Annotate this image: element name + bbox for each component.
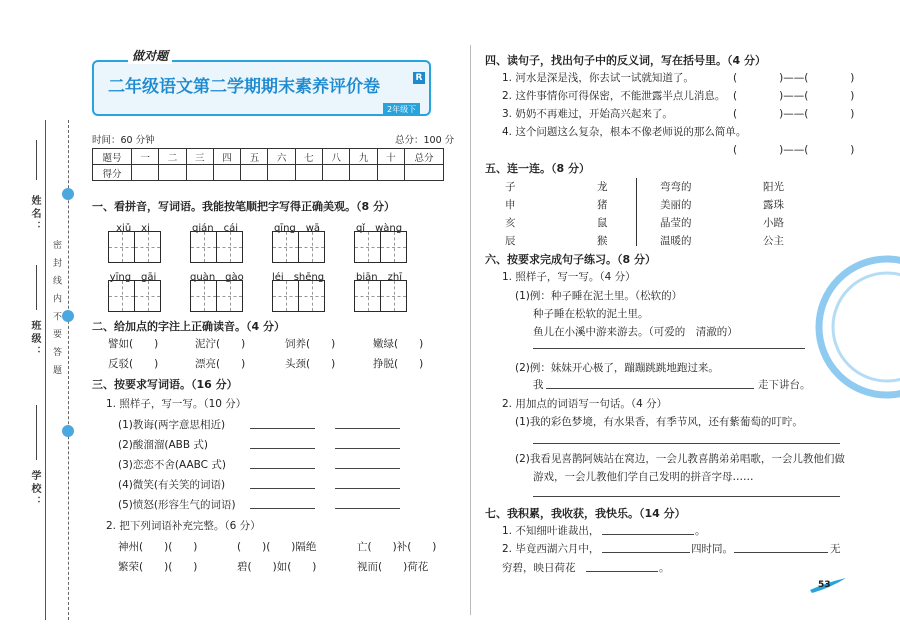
word-item: (3)恋恋不舍(AABC 式) [118, 459, 226, 471]
example-answer: 种子睡在松软的泥土里。 [533, 308, 649, 320]
idiom-fill[interactable]: 碧( )如( ) [237, 561, 317, 573]
section-6-q1: 1. 照样子，写一写。（4 分） [502, 271, 636, 283]
score-header-cell: 二 [159, 149, 186, 165]
poem-line: 无 [830, 543, 841, 555]
section-5-title: 五、连一连。（8 分） [485, 162, 590, 175]
answer-blank[interactable] [602, 534, 694, 535]
writing-grid[interactable] [108, 280, 161, 312]
score-header-cell: 十 [377, 149, 404, 165]
score-cell[interactable] [350, 165, 377, 181]
answer-blank[interactable] [250, 448, 315, 449]
antonym-sentence: 2. 这件事情你可得保密，不能泄露半点儿消息。 [502, 90, 726, 102]
pinyin-label: biān zhī [356, 272, 402, 283]
antonym-blank-pair[interactable]: ( )——( ) [733, 144, 855, 156]
pinyin-label: qǐ wàng [355, 223, 403, 234]
idiom-fill[interactable]: 视而( )荷花 [357, 561, 429, 573]
page-divider [470, 45, 471, 615]
section-7-title: 七、我积累，我收获，我快乐。（14 分） [485, 507, 686, 520]
reading-item[interactable]: 饲养( ) [285, 338, 336, 350]
time-label: 时间：60 分钟 [92, 135, 155, 146]
example-sentence: (1)例：种子睡在泥土里。（松软的） [515, 290, 683, 302]
score-cell[interactable] [323, 165, 350, 181]
reading-item[interactable]: 漂亮( ) [195, 358, 246, 370]
match-column-noun [763, 178, 784, 250]
answer-blank[interactable] [250, 468, 315, 469]
reading-item[interactable]: 挣脱( ) [373, 358, 424, 370]
pinyin-label: qián cái [192, 223, 238, 234]
section-4-title: 四、读句子，找出句子中的反义词，写在括号里。（4 分） [485, 54, 766, 67]
page-title: 二年级语文第二学期期末素养评价卷 [108, 77, 380, 97]
name-blank[interactable] [36, 140, 37, 180]
class-blank[interactable] [36, 265, 37, 310]
writing-grid[interactable] [190, 280, 243, 312]
school-blank[interactable] [36, 405, 37, 460]
answer-blank[interactable] [335, 468, 400, 469]
score-cell[interactable] [241, 165, 268, 181]
section-3-title: 三、按要求写词语。（16 分） [92, 378, 238, 391]
reading-item[interactable]: 嫩绿( ) [373, 338, 424, 350]
section-2-title: 二、给加点的字注上正确读音。（4 分） [92, 320, 285, 333]
answer-blank[interactable] [533, 443, 840, 444]
match-item[interactable]: 龙 [597, 181, 608, 193]
answer-blank[interactable] [250, 488, 315, 489]
pinyin-label: léi shēng [272, 272, 325, 283]
score-row-label: 得分 [93, 165, 132, 181]
match-column-animal [597, 178, 608, 250]
idiom-fill[interactable]: 繁荣( )( ) [118, 561, 198, 573]
match-item[interactable]: 鼠 [597, 217, 608, 229]
score-cell[interactable] [377, 165, 404, 181]
dotted-word-sentence: 游戏，一会儿教他们学自己发明的拼音字母…… [533, 471, 754, 483]
section-3-q2: 2. 把下列词语补充完整。（6 分） [106, 520, 261, 532]
exercise-sentence: 鱼儿在小溪中游来游去。（可爱的 清澈的） [533, 326, 738, 338]
poem-line: 1. 不知细叶谁裁出， [502, 525, 600, 537]
reading-item[interactable]: 泥泞( ) [195, 338, 246, 350]
pinyin-label: xiǔ xi [116, 223, 150, 234]
match-item[interactable]: 美丽的 [660, 199, 692, 211]
edition-badge: R [413, 72, 425, 84]
poem-punct: 。 [659, 562, 670, 574]
score-header-cell: 七 [295, 149, 322, 165]
antonym-sentence: 1. 河水是深是浅，你去试一试就知道了。 [502, 72, 694, 84]
word-item: (5)愤怒(形容生气的词语) [118, 499, 236, 511]
score-header-cell: 五 [241, 149, 268, 165]
poem-line: 2. 毕竟西湖六月中， [502, 543, 600, 555]
pinyin-label: qīng wā [273, 223, 321, 234]
score-header-cell: 四 [213, 149, 240, 165]
dotted-word-sentence: (2)我看见喜鹊阿姨站在窝边，一会儿教喜鹊弟弟唱歌，一会儿教他们做 [515, 453, 845, 465]
idiom-fill[interactable]: ( )( )隔绝 [237, 541, 317, 553]
writing-grid[interactable] [354, 280, 407, 312]
score-header-cell: 九 [350, 149, 377, 165]
answer-blank[interactable] [250, 428, 315, 429]
score-cell[interactable] [295, 165, 322, 181]
score-cell[interactable] [213, 165, 240, 181]
answer-blank[interactable] [734, 552, 828, 553]
match-column-adjective [660, 178, 692, 250]
pinyin-label: quàn gào [190, 272, 244, 283]
match-item[interactable]: 猴 [597, 235, 608, 247]
score-cell[interactable] [186, 165, 213, 181]
page-number: 53 [818, 580, 831, 590]
writing-grid[interactable] [354, 231, 407, 263]
reading-item[interactable]: 譬如( ) [108, 338, 159, 350]
score-cell[interactable] [268, 165, 295, 181]
answer-blank[interactable] [335, 488, 400, 489]
writing-grid[interactable] [272, 280, 325, 312]
answer-blank[interactable] [586, 571, 658, 572]
writing-grid[interactable] [190, 231, 243, 263]
antonym-blank-pair[interactable]: ( )——( ) [733, 90, 855, 102]
match-item[interactable]: 公主 [763, 235, 784, 247]
match-item[interactable]: 小路 [763, 217, 784, 229]
reading-item[interactable]: 头颈( ) [285, 358, 336, 370]
answer-blank[interactable] [335, 448, 400, 449]
class-label: 班级： [29, 320, 40, 359]
match-divider [636, 178, 637, 246]
seal-text: 密 封 线 内 不 要 答 题 [51, 240, 61, 378]
score-table-header-row [93, 149, 444, 165]
match-item[interactable]: 弯弯的 [660, 181, 692, 193]
score-header-cell: 三 [186, 149, 213, 165]
school-label: 学校： [29, 470, 40, 509]
dotted-word-sentence: (1)我的彩色梦境，有水果香，有季节风，还有紫葡萄的叮咛。 [515, 416, 803, 428]
section-6-title: 六、按要求完成句子练习。（8 分） [485, 253, 656, 266]
section-6-q2: 2. 用加点的词语写一句话。（4 分） [502, 398, 668, 410]
answer-blank[interactable] [602, 552, 690, 553]
idiom-fill[interactable]: 亡( )补( ) [357, 541, 437, 553]
match-item[interactable]: 辰 [505, 235, 516, 247]
score-header-cell: 一 [132, 149, 159, 165]
reading-item[interactable]: 反驳( ) [108, 358, 159, 370]
answer-blank[interactable] [546, 388, 754, 389]
answer-blank[interactable] [250, 508, 315, 509]
match-item[interactable]: 子 [505, 181, 516, 193]
match-item[interactable]: 阳光 [763, 181, 784, 193]
section-3-q1: 1. 照样子，写一写。（10 分） [106, 398, 247, 410]
answer-blank[interactable] [335, 428, 400, 429]
match-item[interactable]: 猪 [597, 199, 608, 211]
idiom-fill[interactable]: 神州( )( ) [118, 541, 198, 553]
match-item[interactable]: 晶莹的 [660, 217, 692, 229]
score-header-cell: 八 [323, 149, 350, 165]
score-table [92, 148, 444, 181]
seal-circle-icon [62, 188, 74, 200]
seal-circle-icon [62, 425, 74, 437]
answer-blank[interactable] [533, 348, 805, 349]
seal-circle-icon [62, 310, 74, 322]
stamp-watermark-icon [812, 255, 900, 400]
poem-line: 四时同。 [691, 543, 733, 555]
example-sentence: (2)例：妹妹开心极了，蹦蹦跳跳地跑过来。 [515, 362, 719, 374]
grade-badge: 2年级下 [383, 103, 420, 116]
score-header-cell: 题号 [93, 149, 132, 165]
match-item[interactable]: 申 [505, 199, 516, 211]
word-item: (1)教诲(两字意思相近) [118, 419, 226, 431]
poem-line: 穷碧，映日荷花 [502, 562, 576, 574]
antonym-blank-pair[interactable]: ( )——( ) [733, 72, 855, 84]
name-label: 姓名： [29, 195, 40, 234]
score-header-cell: 总分 [405, 149, 444, 165]
antonym-blank-pair[interactable]: ( )——( ) [733, 108, 855, 120]
score-cell[interactable] [159, 165, 186, 181]
answer-blank[interactable] [533, 496, 840, 497]
section-1-title: 一、看拼音，写词语。我能按笔顺把字写得正确美观。（8 分） [92, 200, 395, 213]
match-column-zodiac-branch [505, 178, 516, 250]
match-item[interactable]: 温暖的 [660, 235, 692, 247]
pinyin-label: yīng gāi [109, 272, 157, 283]
score-cell[interactable] [405, 165, 444, 181]
total-score-label: 总分：100 分 [395, 135, 455, 146]
antonym-sentence: 3. 奶奶不再难过，开始高兴起来了。 [502, 108, 673, 120]
word-item: (4)微笑(有关笑的词语) [118, 479, 226, 491]
exercise-prefix: 我 [533, 379, 544, 391]
poem-punct: 。 [695, 525, 706, 537]
answer-blank[interactable] [335, 508, 400, 509]
score-table-row [93, 165, 444, 181]
match-item[interactable]: 露珠 [763, 199, 784, 211]
exercise-suffix: 走下讲台。 [758, 379, 811, 391]
writing-grid[interactable] [108, 231, 161, 263]
match-item[interactable]: 亥 [505, 217, 516, 229]
binding-line [45, 120, 46, 620]
score-cell[interactable] [132, 165, 159, 181]
score-header-cell: 六 [268, 149, 295, 165]
badge-label: 做对题 [128, 47, 172, 64]
writing-grid[interactable] [272, 231, 325, 263]
antonym-sentence: 4. 这个问题这么复杂，根本不像老师说的那么简单。 [502, 126, 747, 138]
word-item: (2)酸溜溜(ABB 式) [118, 439, 208, 451]
